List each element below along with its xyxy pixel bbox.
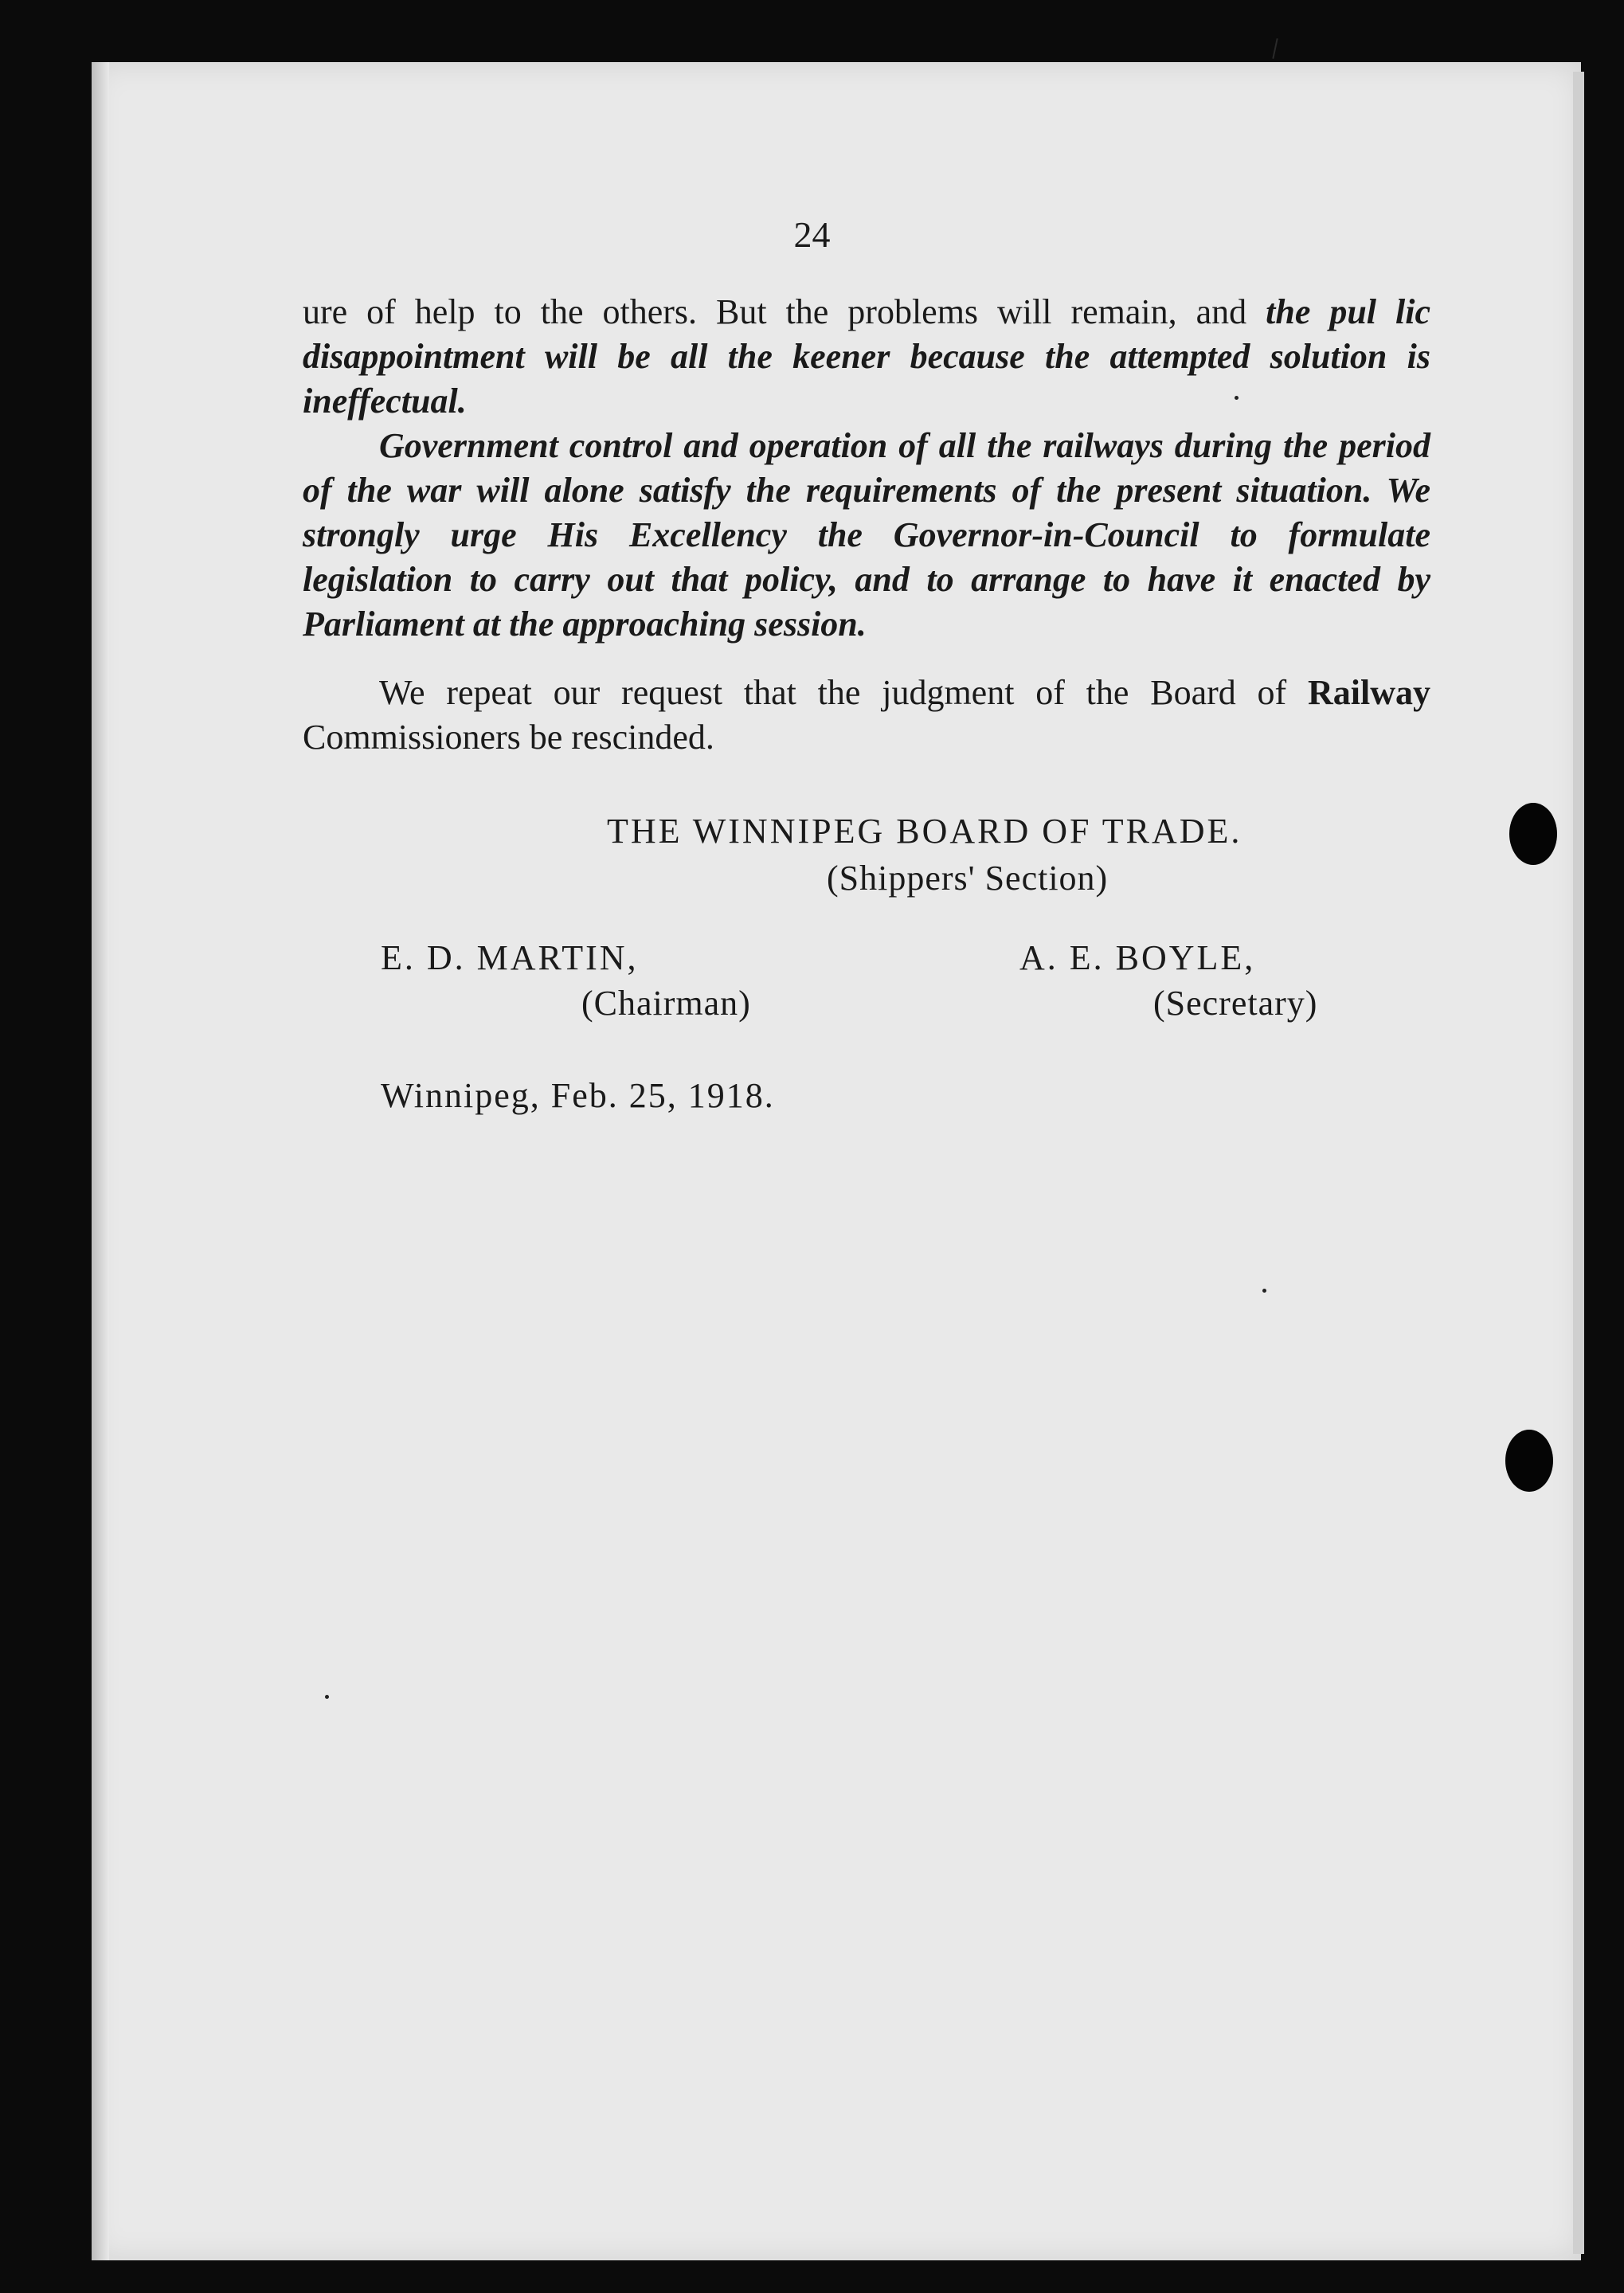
organization-section: (Shippers' Section): [827, 859, 1109, 898]
place-and-date: Winnipeg, Feb. 25, 1918.: [381, 1076, 775, 1115]
signer-2-name: A. E. BOYLE,: [1019, 938, 1256, 977]
page-right-edge: [1573, 72, 1584, 2254]
signer-2-role: (Secretary): [1153, 984, 1318, 1023]
page-number: 24: [793, 214, 831, 255]
binder-hole-bottom: [1505, 1430, 1553, 1492]
paragraph-3: [303, 671, 1430, 760]
paragraph-3-text-c: Commissioners be rescinded.: [303, 718, 714, 757]
signer-1-name: E. D. MARTIN,: [381, 938, 639, 977]
page-left-edge-shadow: [92, 62, 109, 2260]
signer-1-role: (Chairman): [581, 984, 751, 1023]
paragraph-2: Government control and operation of all the railways during the period of the war will alone satisfy the requirements of the present situation. We strongly urge His Excellency the Governor-in-Council to formulate legislation to carry out that policy, and to arrange to have it enacted by Parliament at the approaching session.: [303, 426, 1430, 644]
paragraph-3-text-a: We repeat our request that the judgment of the Board of: [379, 673, 1308, 712]
paragraph-3-text-b: Railway: [1308, 673, 1430, 712]
speck: [1262, 1289, 1266, 1293]
organization-name: THE WINNIPEG BOARD OF TRADE.: [607, 812, 1242, 851]
paragraph-1-text: ure of help to the others. But the problems will remain, and: [303, 292, 1266, 331]
speck: [325, 1695, 329, 1699]
paragraph-1: [303, 290, 1430, 424]
scan-mark-top: [1272, 38, 1278, 59]
paragraph-1-emphasis: the pul lic disappointment will be all the keener because the attempted solution is ineffectual.: [303, 292, 1430, 421]
